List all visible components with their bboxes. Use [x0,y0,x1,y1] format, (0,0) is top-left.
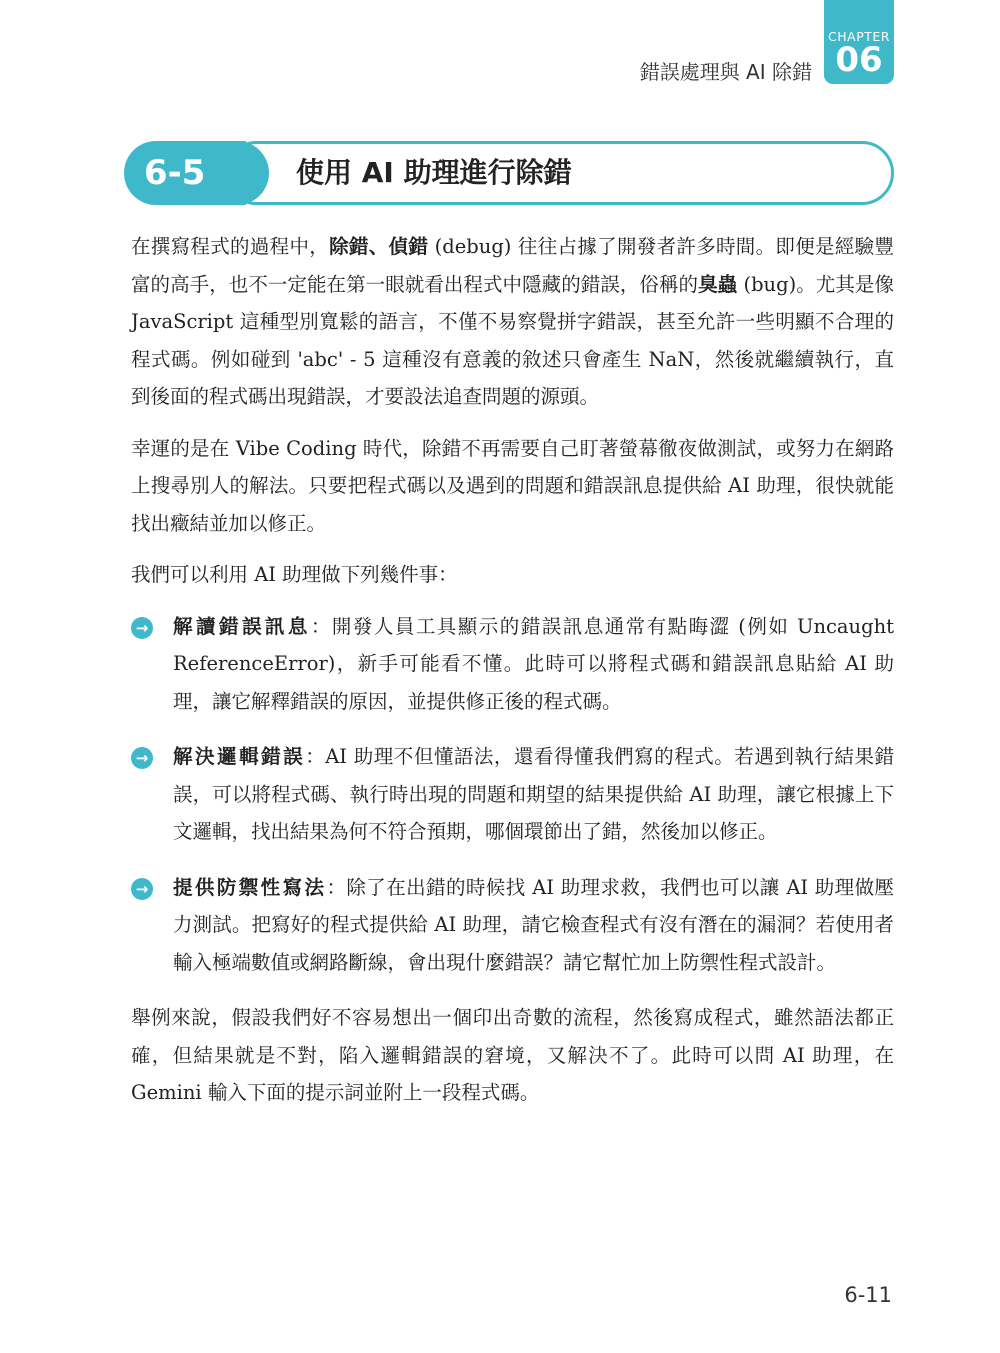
text-run: (debug) 往往占據了開發者許多時間。即便是經驗豐富的高手，也不一定能在第一眼就看出程式中隱藏的錯誤，俗稱的 [131,235,894,296]
list-item-term: 解決邏輯錯誤 [173,745,306,768]
list-item-text [173,738,894,851]
list-item-term: 提供防禦性寫法 [173,875,327,899]
chapter-tab [824,0,894,84]
term-bug: 臭蟲 [698,272,738,296]
list-item-body: ：開發人員工具顯示的錯誤訊息通常有點晦澀 (例如 Uncaught ReferenceError)，新手可能看不懂。此時可以將程式碼和錯誤訊息貼給 AI 助理，讓它解釋錯誤的原因，並提供修正後的程式碼。 [173,614,894,713]
outro-paragraph: 舉例來說，假設我們好不容易想出一個印出奇數的流程，然後寫成程式，雖然語法都正確，但結果就是不對，陷入邏輯錯誤的窘境，又解決不了。此時可以問 AI 助理，在 Gemini 輸入下面的提示詞並附上一段程式碼。 [131,1006,894,1104]
section-number: 6-5 [124,141,246,205]
chapter-label: CHAPTER [828,29,890,44]
section-banner [124,141,894,205]
chapter-number: 06 [835,40,883,80]
intro-paragraph-1 [131,228,894,416]
list-item-body: ：除了在出錯的時候找 AI 助理求救，我們也可以讓 AI 助理做壓力測試。把寫好的程式提供給 AI 助理，請它檢查程式有沒有潛在的漏洞？若使用者輸入極端數值或網路斷線，會出現什麼錯誤？請它幫忙加上防禦性程式設計。 [173,875,894,974]
running-title: 錯誤處理與 AI 除錯 [639,60,812,84]
intro-paragraph-2: 幸運的是在 Vibe Coding 時代，除錯不再需要自己盯著螢幕徹夜做測試，或努力在網路上搜尋別人的解法。只要把程式碼以及遇到的問題和錯誤訊息提供給 AI 助理，很快就能找出癥結並加以修正。 [131,436,894,535]
list-item [131,738,894,851]
text-run: 在撰寫程式的過程中， [131,235,330,258]
section-title: 使用 AI 助理進行除錯 [296,156,572,189]
body-content [131,228,894,1126]
intro-paragraph-3: 我們可以利用 AI 助理做下列幾件事： [131,563,458,586]
page-number: 6-11 [844,1283,892,1307]
list-item [131,869,894,982]
list-item-text [173,608,894,721]
list-item-term: 解讀錯誤訊息 [173,614,311,638]
list-item [131,608,894,721]
arrow-right-circle-icon: → [131,878,153,900]
arrow-right-circle-icon: → [131,747,153,769]
arrow-right-circle-icon: → [131,617,153,639]
term-debug: 除錯、偵錯 [329,235,429,258]
list-item-text [173,869,894,982]
text-run: (bug)。尤其是像 JavaScript 這種型別寬鬆的語言，不僅不易察覺拼字錯誤，甚至允許一些明顯不合理的程式碼。例如碰到 'abc' - 5 這種沒有意義的敘述只會產生 NaN，然後就繼續執行，直到後面的程式碼出現錯誤，才要設法追查問題的源頭。 [131,272,894,408]
list-item-body: ：AI 助理不但懂語法，還看得懂我們寫的程式。若遇到執行結果錯誤，可以將程式碼、執行時出現的問題和期望的結果提供給 AI 助理，讓它根據上下文邏輯，找出結果為何不符合預期，哪個環節出了錯，然後加以修正。 [173,745,894,843]
